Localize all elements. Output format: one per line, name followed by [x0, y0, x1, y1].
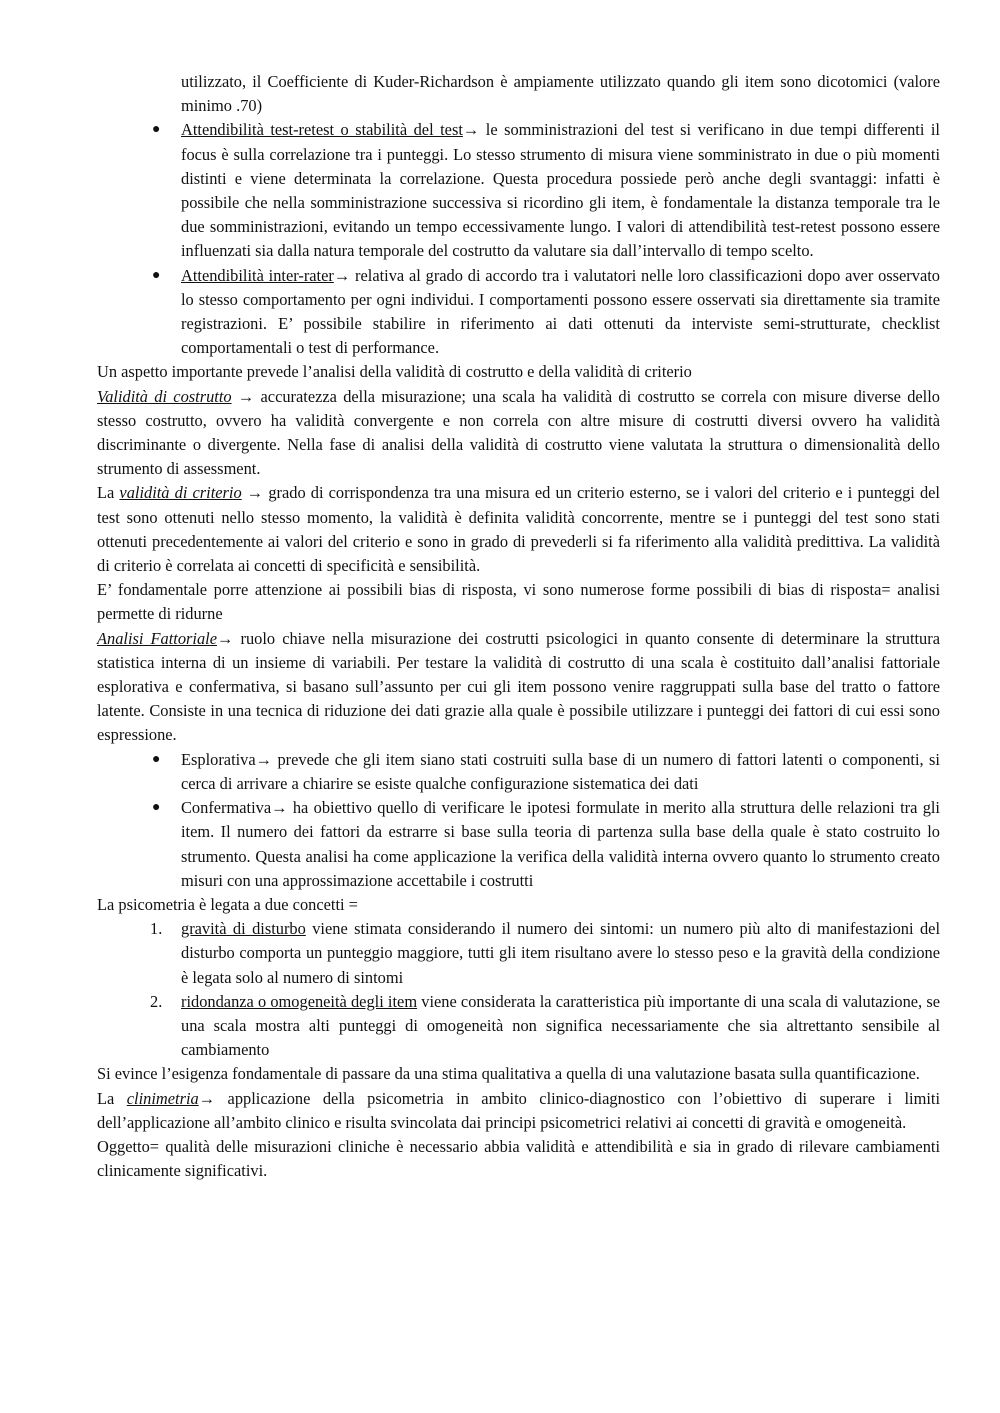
factor-analysis-paragraph: [97, 627, 940, 748]
factor-analysis-text: → ruolo chiave nella misurazione dei costrutti psicologici in quanto consente di determinare la struttura statistica interna di un insieme di variabili. Per testare la validità di costrutto di una scala è costituito dall’analisi fattoriale esplorativa e confermativa, si basano sull’assunto per cui gli item possono venire raggruppati sulla base del tratto o fattore latente. Consiste in una tecnica di riduzione dei dati grazie alla quale è possibile utilizzare i punteggi dei fattori di cui essi sono espressione.: [97, 628, 940, 745]
construct-validity-term: Validità di costrutto: [97, 386, 232, 406]
criterion-validity-paragraph: [97, 481, 940, 578]
clinimetry-paragraph: [97, 1087, 940, 1135]
bullet-icon: ●: [152, 122, 161, 138]
psychometry-intro: La psicometria è legata a due concetti =: [97, 894, 358, 914]
construct-validity-paragraph: [97, 385, 940, 482]
list-item: [97, 796, 940, 893]
list-item-text: Confermativa→ ha obiettivo quello di verificare le ipotesi formulate in merito alla struttura delle relazioni tra gli item. Il numero dei fattori da estrarre si base sulla teoria di partenza sulla base della quale è stato costruito lo strumento. Questa analisi ha come applicazione la verifica della validità interna ovvero quanto lo strumento creato misuri con una approssimazione accettabile i costrutti: [181, 798, 940, 890]
list-item-term: Attendibilità inter-rater: [181, 265, 334, 285]
list-number: 1.: [150, 919, 163, 939]
construct-validity-text: → accuratezza della misurazione; una scala ha validità di costrutto se correla con misure diverse dello stesso costrutto, ovvero ha validità convergente e non correla con altre misure di costrutti diversi ovvero ha validità discriminante o divergente. Nella fase di analisi della validità di costrutto viene valutata la struttura o dimensionalità dello strumento di assessment.: [97, 386, 940, 479]
reliability-list: [97, 118, 940, 360]
clinimetry-term: clinimetria: [126, 1088, 199, 1108]
need-paragraph: Si evince l’esigenza fondamentale di passare da una stima qualitativa a quella di una valutazione basata sulla quantificazione.: [97, 1064, 920, 1084]
list-item: [97, 917, 940, 990]
list-item-term: Attendibilità test-retest o stabilità del test: [181, 120, 463, 140]
list-item: [97, 748, 940, 796]
validity-intro: Un aspetto importante prevede l’analisi della validità di costrutto e della validità di criterio: [97, 362, 692, 382]
bullet-icon: ●: [152, 267, 161, 283]
list-item-text: → relativa al grado di accordo tra i valutatori nelle loro classificazioni dopo aver osservato lo stesso comportamento per ogni individui. I comportamenti possono essere osservati sia direttamente sia tramite registrazioni. E’ possibile stabilire in riferimento ai dati ottenuti da interviste semi-strutturate, checklist comportamentali o test di performance.: [181, 265, 940, 358]
psychometry-list: [97, 917, 940, 1062]
list-number: 2.: [150, 991, 163, 1011]
list-item: [97, 264, 940, 361]
list-item-term: gravità di disturbo: [181, 919, 306, 939]
intro-continuation: utilizzato, il Coefficiente di Kuder-Richardson è ampiamente utilizzato quando gli item sono dicotomici (valore minimo .70): [181, 72, 940, 116]
criterion-validity-text: → grado di corrispondenza tra una misura ed un criterio esterno, se i valori del criterio e i punteggi del test sono ottenuti nello stesso momento, la validità è definita validità concorrente, mentre se i punteggi del test sono stati ottenuti precedentemente ai valori del criterio e sono in grado di prevederli si fa riferimento alla validità predittiva. La validità di criterio è correlata ai concetti di specificità e sensibilità.: [97, 483, 940, 576]
document-body: [97, 70, 940, 1183]
factor-list: [97, 748, 940, 893]
bullet-icon: ●: [152, 800, 161, 816]
clinimetry-prefix: La: [97, 1088, 127, 1108]
list-item: [97, 990, 940, 1063]
object-paragraph: Oggetto= qualità delle misurazioni cliniche è necessario abbia validità e attendibilità e sia in grado di rilevare cambiamenti clinicamente significativi.: [97, 1136, 940, 1181]
criterion-validity-prefix: La: [97, 483, 120, 503]
bullet-icon: ●: [152, 751, 161, 767]
clinimetry-text: → applicazione della psicometria in ambito clinico-diagnostico con l’obiettivo di superare i limiti dell’applicazione all’ambito clinico e risulta svincolata dai principi psicometrici relativi ai concetti di gravità e omogeneità.: [97, 1088, 940, 1132]
list-item-text: viene considerata la caratteristica più importante di una scala di valutazione, se una scala mostra alti punteggi di omogeneità non significa necessariamente che sia altrettanto sensibile al cambiamento: [181, 991, 940, 1060]
list-item: [97, 118, 940, 263]
factor-analysis-term: Analisi Fattoriale: [97, 628, 218, 648]
list-item-text: Esplorativa→ prevede che gli item siano stati costruiti sulla base di un numero di fattori latenti o componenti, si cerca di arrivare a chiarire se esiste qualche configurazione sistematica dei dati: [181, 749, 940, 793]
criterion-validity-term: validità di criterio: [119, 483, 242, 503]
bias-paragraph: E’ fondamentale porre attenzione ai possibili bias di risposta, vi sono numerose forme possibili di bias di risposta= analisi permette di ridurne: [97, 580, 940, 624]
list-item-term: ridondanza o omogeneità degli item: [181, 991, 418, 1011]
list-item-text: viene stimata considerando il numero dei sintomi: un numero più alto di manifestazioni del disturbo comporta un punteggio maggiore, tutti gli item risultano avere lo stesso peso e la gravità della condizione è legata solo al numero di sintomi: [181, 919, 940, 987]
list-item-text: → le somministrazioni del test si verificano in due tempi differenti il focus è sulla correlazione tra i punteggi. Lo stesso strumento di misura viene somministrato in due o più momenti distinti e viene determinata la correlazione. Questa procedura possiede però anche degli svantaggi: infatti è possibile che nella somministrazione successiva si ricordino gli item, è fondamentale la distanza temporale tra le due somministrazioni, evitando un tempo eccessivamente lungo. I valori di attendibilità test-retest possono essere influenzati sia dalla natura temporale del costrutto da valutare sia dall’intervallo di tempo scelto.: [181, 120, 940, 261]
